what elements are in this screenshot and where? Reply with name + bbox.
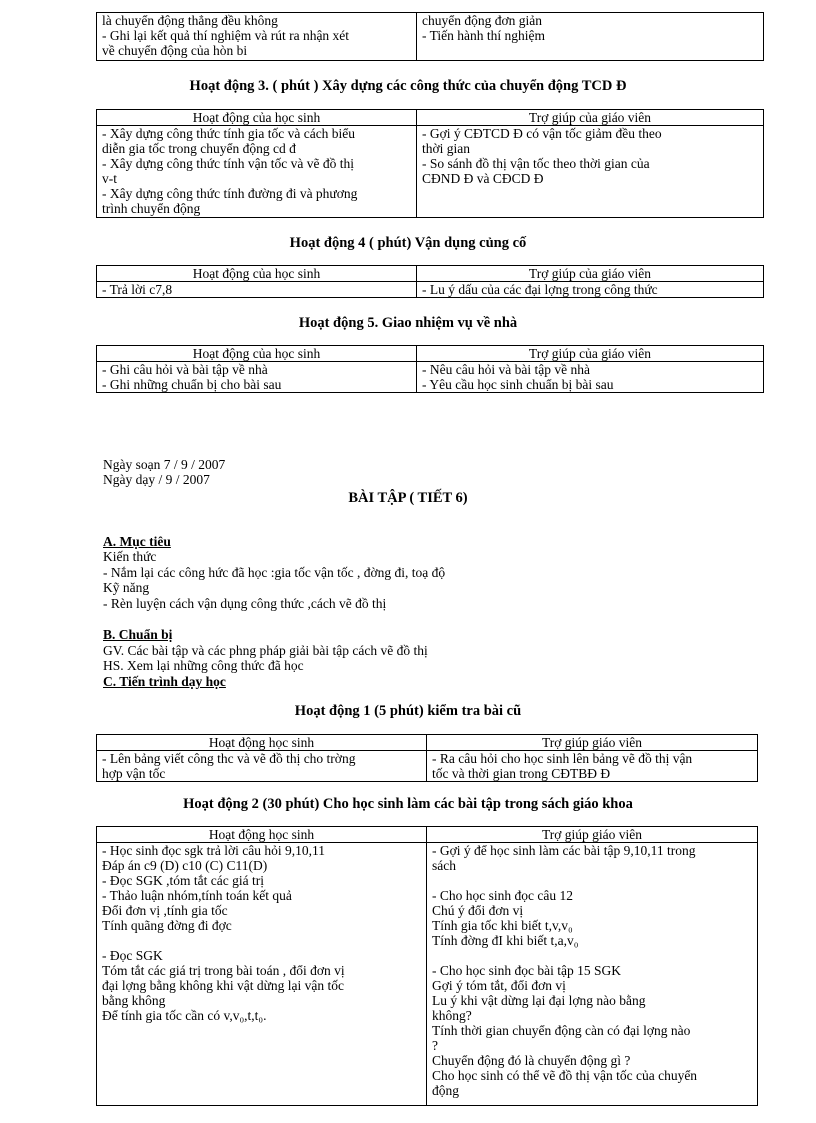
hd1-title: Hoạt động 1 (5 phút) kiểm tra bài cũ [294, 703, 522, 719]
header-right: Trợ giúp giáo viên [427, 735, 758, 751]
text-line: - Cho học sinh đọc câu 12 [432, 888, 573, 903]
hd1-right [427, 751, 758, 782]
date-day: Ngày dạy / 9 / 2007 [103, 472, 210, 487]
text-line: - Tiến hành thí nghiệm [422, 28, 546, 43]
text-line: - Gợi ý CĐTCD Đ có vận tốc giảm đều theo [422, 126, 662, 141]
hd1-left [97, 751, 427, 782]
text-line: - Gợi ý để học sinh làm các bài tập 9,10,11 trong [432, 843, 696, 858]
hd1-table [96, 734, 758, 782]
text-line: - Yêu cầu học sinh chuẩn bị bài sau [422, 377, 614, 392]
date-soan: Ngày soạn 7 / 9 / 2007 [103, 457, 226, 472]
text-line: - Lên bảng viết công thc và vẽ đồ thị cho trờng [102, 751, 356, 766]
activity3-left [97, 126, 417, 218]
text-line: - Xây dựng công thức tính vận tốc và vẽ đồ thị [102, 156, 354, 171]
text-line: - Thảo luận nhóm,tính toán kết quả [102, 888, 292, 903]
activity3-right [417, 126, 764, 218]
activity4-table [96, 265, 764, 298]
text-line: - So sánh đồ thị vận tốc theo thời gian của [422, 156, 650, 171]
hd2-table [96, 826, 758, 1106]
top-table [96, 12, 764, 61]
text-line: là chuyển động thẳng đều không [102, 13, 278, 28]
top-table-left [97, 13, 417, 61]
section-a-line: - Rèn luyện cách vận dụng công thức ,cách vẽ đồ thị [103, 596, 387, 611]
text-line: - Học sinh đọc sgk trả lời câu hỏi 9,10,11 [102, 843, 325, 858]
text-line-blank [432, 873, 752, 888]
text-line: trình chuyển động [102, 201, 201, 216]
header-right: Trợ giúp của giáo viên [417, 110, 764, 126]
activity3-table [96, 109, 764, 218]
top-table-right [417, 13, 764, 61]
text-line: - Đọc SGK ,tóm tắt các giá trị [102, 873, 264, 888]
text-line: thời gian [422, 141, 471, 156]
text-line: - Xây dựng công thức tính gia tốc và cách biểu [102, 126, 356, 141]
section-b-line: HS. Xem lại những công thức đã học [103, 658, 304, 673]
hd2-right [427, 843, 758, 1106]
text-line: Tính gia tốc khi biết t,v,v₀ [432, 918, 573, 933]
section-a-line: Kiến thức [103, 549, 157, 564]
header-right: Trợ giúp giáo viên [427, 827, 758, 843]
text-line: chuyển động đơn giản [422, 13, 542, 28]
section-a-line: - Nắm lại các công hức đã học :gia tốc vận tốc , đờng đi, toạ độ [103, 565, 446, 580]
activity3-title: Hoạt động 3. ( phút ) Xây dựng các công thức của chuyển động TCD Đ [189, 78, 627, 94]
text-line: đại lợng bằng không khi vật dừng lại vận tốc [102, 978, 345, 993]
text-line: - Nêu câu hỏi và bài tập về nhà [422, 362, 590, 377]
text-line: - Ghi những chuẩn bị cho bài sau [102, 377, 282, 392]
text-line: sách [432, 858, 456, 873]
text-line: Tính quãng đờng đi đợc [102, 918, 232, 933]
hd2-left [97, 843, 427, 1106]
section-b-line: GV. Các bài tập và các phng pháp giải bài tập cách vẽ đồ thị [103, 643, 428, 658]
text-line: - Trả lời c7,8 [102, 282, 173, 297]
text-line: về chuyển động của hòn bi [102, 43, 248, 58]
text-line: Đổi đơn vị ,tính gia tốc [102, 903, 228, 918]
header-left: Hoạt động của học sinh [97, 266, 417, 282]
hd2-title: Hoạt động 2 (30 phút) Cho học sinh làm các bài tập trong sách giáo khoa [183, 796, 633, 812]
header-left: Hoạt động của học sinh [97, 346, 417, 362]
activity5-table [96, 345, 764, 393]
text-line: Gợi ý tóm tắt, đổi đơn vị [432, 978, 566, 993]
header-right: Trợ giúp của giáo viên [417, 266, 764, 282]
text-line: tốc và thời gian trong CĐTBĐ Đ [432, 766, 611, 781]
text-line: động [432, 1083, 459, 1098]
header-right: Trợ giúp của giáo viên [417, 346, 764, 362]
text-line: diễn gia tốc trong chuyển động cd đ [102, 141, 296, 156]
section-b-title: B. Chuẩn bị [103, 627, 173, 642]
header-left: Hoạt động học sinh [97, 827, 427, 843]
text-line: không? [432, 1008, 472, 1023]
text-line: bằng không [102, 993, 166, 1008]
section-a-line: Kỹ năng [103, 580, 150, 595]
activity4-right [417, 282, 764, 298]
text-line: - Cho học sinh đọc bài tập 15 SGK [432, 963, 621, 978]
text-line: Đáp án c9 (D) c10 (C) C11(D) [102, 858, 268, 873]
text-line: Lu ý khi vật dừng lại đại lợng nào bằng [432, 993, 646, 1008]
text-line: - Ghi lại kết quả thí nghiệm và rút ra nhận xét [102, 28, 350, 43]
text-line: CĐND Đ và CĐCD Đ [422, 171, 544, 186]
lesson-title: BÀI TẬP ( TIẾT 6) [348, 490, 468, 506]
text-line: ? [432, 1038, 438, 1053]
text-line: - Xây dựng công thức tính đường đi và phương [102, 186, 358, 201]
text-line-blank [432, 948, 752, 963]
text-line: Tính đờng đI khi biết t,a,v₀ [432, 933, 579, 948]
section-a-title: A. Mục tiêu [103, 534, 171, 549]
text-line: Chú ý đổi đơn vị [432, 903, 524, 918]
header-left: Hoạt động học sinh [97, 735, 427, 751]
text-line: Tóm tắt các giá trị trong bài toán , đổi đơn vị [102, 963, 345, 978]
activity4-left [97, 282, 417, 298]
activity5-right [417, 362, 764, 393]
activity4-title: Hoạt động 4 ( phút) Vận dụng củng cố [289, 235, 527, 251]
text-line: hợp vận tốc [102, 766, 166, 781]
header-left: Hoạt động của học sinh [97, 110, 417, 126]
text-line: - Đọc SGK [102, 948, 163, 963]
text-line: Chuyển động đó là chuyển động gì ? [432, 1053, 631, 1068]
activity5-title: Hoạt động 5. Giao nhiệm vụ về nhà [298, 315, 518, 331]
text-line: Để tính gia tốc cần có v,v₀,t,t₀. [102, 1008, 267, 1023]
text-line: v-t [102, 171, 117, 186]
text-line-blank [102, 933, 421, 948]
text-line: - Ghi câu hỏi và bài tập về nhà [102, 362, 268, 377]
section-c-title: C. Tiến trình dạy học [103, 674, 226, 689]
activity5-left [97, 362, 417, 393]
text-line: - Ra câu hỏi cho học sinh lên bảng vẽ đồ thị vận [432, 751, 693, 766]
text-line: - Lu ý dấu của các đại lợng trong công thức [422, 282, 658, 297]
text-line: Cho học sinh có thể vẽ đồ thị vận tốc của chuyển [432, 1068, 698, 1083]
text-line: Tính thời gian chuyển động càn có đại lợng nào [432, 1023, 691, 1038]
